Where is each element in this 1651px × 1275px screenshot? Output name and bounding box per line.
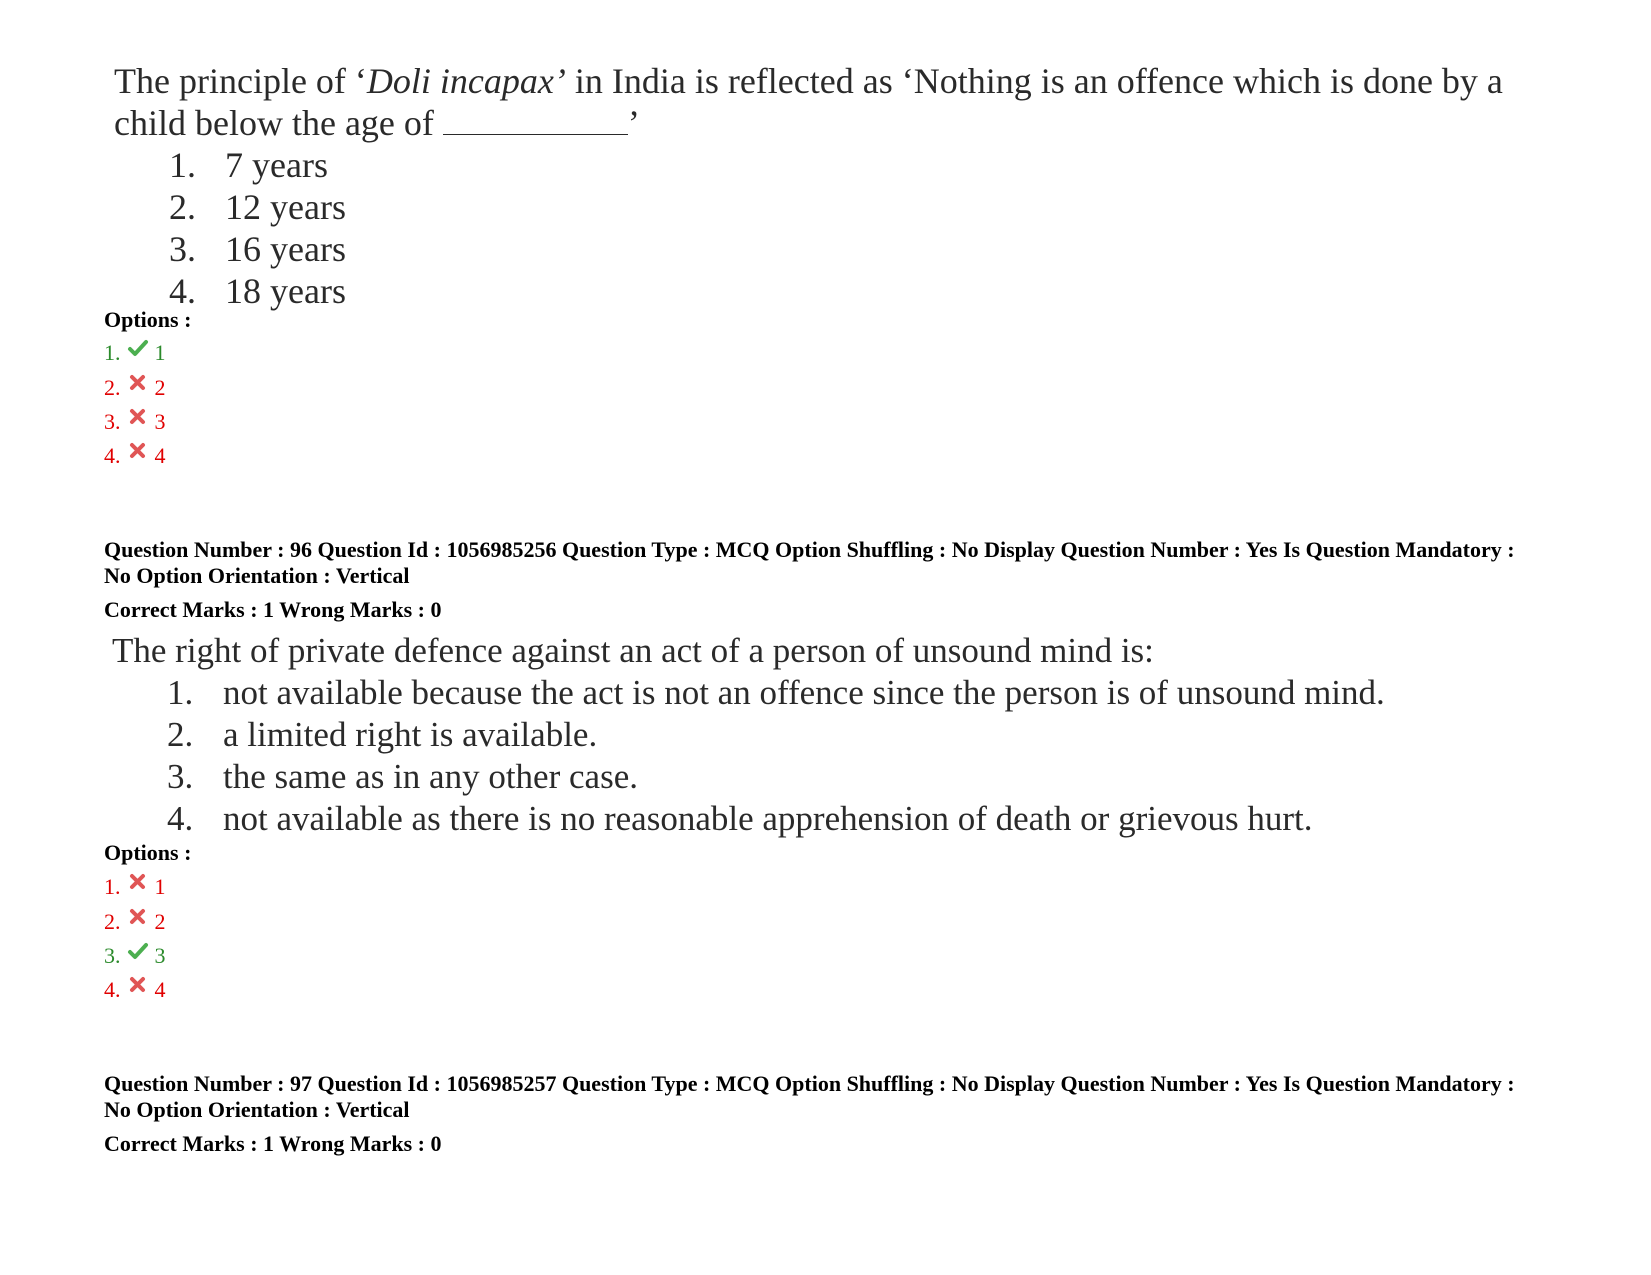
choice-number: 2.	[169, 187, 196, 227]
choice-text: not available because the act is not an offence since the person is of unsound mind.	[223, 673, 1385, 712]
choice-number: 4.	[169, 271, 196, 311]
cross-icon	[127, 440, 149, 462]
option-value: 4	[154, 443, 166, 468]
option-value: 2	[154, 909, 166, 934]
check-icon	[127, 337, 149, 359]
stem-italic-text: Doli incapax’	[366, 61, 566, 101]
option-number: 3.	[104, 409, 121, 434]
question-1-body	[114, 60, 1534, 312]
option-value: 4	[154, 977, 166, 1002]
option-value: 2	[154, 375, 166, 400]
question-96-meta: Question Number : 96 Question Id : 1056985256 Question Type : MCQ Option Shuffling : No Display Question Number : Yes Is Question Mandatory : No Option Orientation : Vertical	[104, 537, 1515, 588]
choice-text: 12 years	[225, 187, 346, 227]
stem-text: The principle of ‘	[114, 61, 367, 101]
question-1-stem	[114, 60, 1534, 144]
choice-item	[167, 714, 1612, 756]
question-96-body	[112, 630, 1612, 840]
choice-number: 1.	[167, 673, 194, 712]
option-number: 4.	[104, 443, 121, 468]
cross-icon	[127, 406, 149, 428]
option-row	[104, 375, 166, 401]
choice-number: 1.	[169, 145, 196, 185]
option-number: 2.	[104, 909, 121, 934]
choice-text: 16 years	[225, 229, 346, 269]
option-number: 1.	[104, 340, 121, 365]
choice-number: 2.	[167, 715, 194, 754]
choice-number: 4.	[167, 799, 194, 838]
question-96-stem: The right of private defence against an act of a person of unsound mind is:	[112, 631, 1154, 670]
option-number: 1.	[104, 874, 121, 899]
choice-item	[167, 756, 1612, 798]
option-row	[104, 909, 166, 935]
stem-text: ’	[627, 103, 640, 143]
cross-icon	[127, 974, 149, 996]
choice-item	[169, 270, 1534, 312]
option-row	[104, 943, 166, 969]
options-label: Options :	[104, 307, 192, 332]
choice-item	[167, 672, 1612, 714]
question-97-marks: Correct Marks : 1 Wrong Marks : 0	[104, 1131, 442, 1156]
option-number: 2.	[104, 375, 121, 400]
check-icon	[127, 940, 149, 962]
choice-text: a limited right is available.	[223, 715, 598, 754]
choice-item	[169, 228, 1534, 270]
cross-icon	[127, 871, 149, 893]
choice-text: 7 years	[225, 145, 328, 185]
options-label: Options :	[104, 840, 192, 865]
choice-item	[169, 144, 1534, 186]
question-97-meta: Question Number : 97 Question Id : 1056985257 Question Type : MCQ Option Shuffling : No Display Question Number : Yes Is Question Mandatory : No Option Orientation : Vertical	[104, 1071, 1515, 1122]
stem-text: in India is reflected as ‘Nothing is an offence which is done by a child below the age of	[114, 61, 1503, 143]
option-number: 3.	[104, 943, 121, 968]
option-row	[104, 409, 166, 435]
answer-blank	[443, 104, 628, 135]
choice-text: the same as in any other case.	[223, 757, 638, 796]
choice-number: 3.	[167, 757, 194, 796]
question-1-choices	[169, 144, 1534, 312]
cross-icon	[127, 372, 149, 394]
option-row	[104, 443, 166, 469]
question-96-choices	[167, 672, 1612, 840]
option-row	[104, 340, 166, 366]
choice-text: not available as there is no reasonable apprehension of death or grievous hurt.	[223, 799, 1313, 838]
option-value: 1	[154, 874, 166, 899]
choice-item	[169, 186, 1534, 228]
option-value: 1	[154, 340, 166, 365]
cross-icon	[127, 906, 149, 928]
option-value: 3	[154, 409, 166, 434]
option-number: 4.	[104, 977, 121, 1002]
question-96-marks: Correct Marks : 1 Wrong Marks : 0	[104, 597, 442, 622]
option-value: 3	[154, 943, 166, 968]
choice-number: 3.	[169, 229, 196, 269]
choice-item	[167, 798, 1612, 840]
option-row	[104, 874, 166, 900]
choice-text: 18 years	[225, 271, 346, 311]
option-row	[104, 977, 166, 1003]
